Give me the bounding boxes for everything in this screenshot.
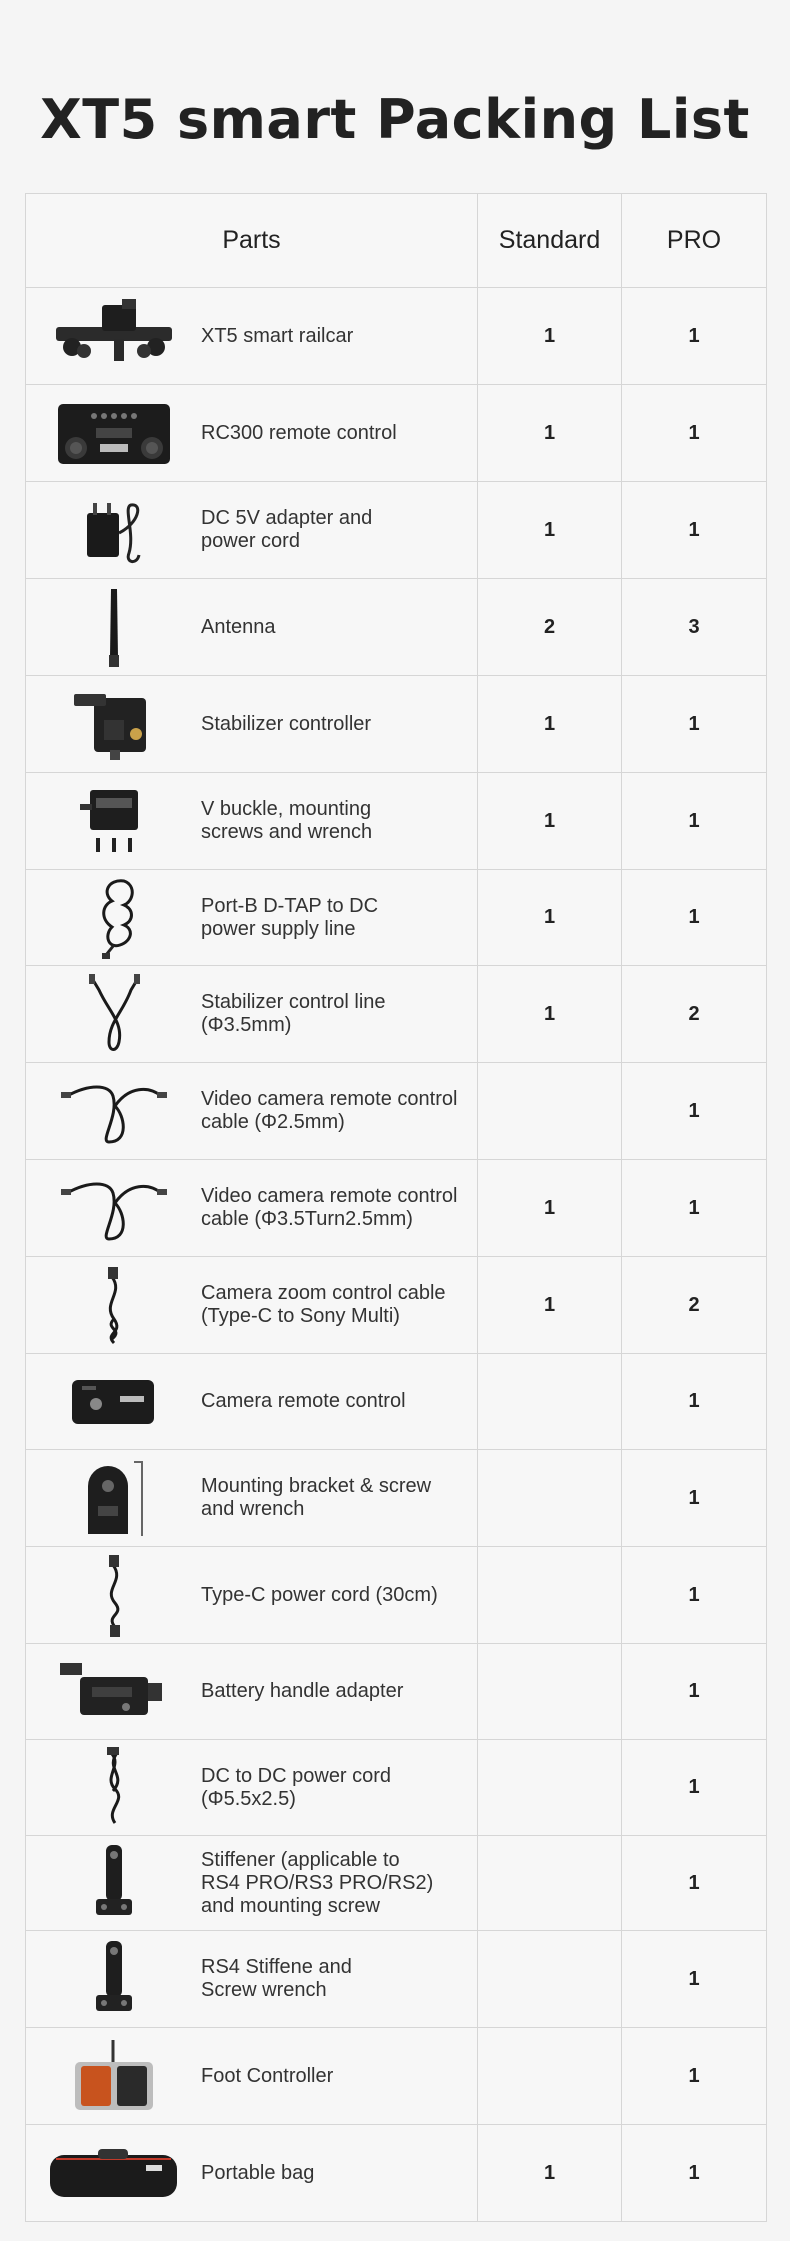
part-cell: [26, 870, 478, 966]
part-name: DC 5V adapter and power cord: [201, 507, 373, 552]
standard-qty: [478, 1931, 622, 2028]
cable-loop-icon: [26, 1173, 201, 1243]
stiffener-icon: [26, 1841, 201, 1926]
bag-icon: [26, 2143, 201, 2203]
part-name: Camera zoom control cable (Type-C to Sony Multi): [201, 1282, 446, 1327]
part-name: Stiffener (applicable to RS4 PRO/RS3 PRO/RS2) and mounting screw: [201, 1848, 434, 1917]
part-name: Foot Controller: [201, 2064, 334, 2087]
standard-qty: 1: [478, 1160, 622, 1257]
pro-qty: 1: [622, 1063, 767, 1160]
part-cell: [26, 288, 478, 385]
part-cell: [26, 1160, 478, 1257]
pro-qty: 1: [622, 773, 767, 870]
table-row: [26, 2028, 767, 2125]
pro-qty: 1: [622, 1836, 767, 1931]
table-row: [26, 482, 767, 579]
part-cell: [26, 966, 478, 1063]
pro-qty: 1: [622, 870, 767, 966]
standard-qty: 1: [478, 2125, 622, 2222]
standard-qty: 1: [478, 870, 622, 966]
part-cell: [26, 1547, 478, 1644]
standard-qty: 1: [478, 966, 622, 1063]
standard-qty: 1: [478, 385, 622, 482]
standard-qty: 1: [478, 288, 622, 385]
audio-cable-icon: [26, 972, 201, 1057]
part-cell: [26, 579, 478, 676]
standard-qty: [478, 1740, 622, 1836]
part-name: Video camera remote control cable (Φ3.5Turn2.5mm): [201, 1185, 458, 1230]
pro-qty: 2: [622, 1257, 767, 1354]
pro-qty: 1: [622, 1354, 767, 1450]
table-row: [26, 676, 767, 773]
dc-cord-icon: [26, 1745, 201, 1830]
table-row: [26, 2125, 767, 2222]
pro-qty: 1: [622, 1450, 767, 1547]
part-cell: [26, 1450, 478, 1547]
table-row: [26, 288, 767, 385]
pro-qty: 1: [622, 1740, 767, 1836]
pro-qty: 1: [622, 1547, 767, 1644]
part-cell: [26, 1354, 478, 1450]
pro-qty: 2: [622, 966, 767, 1063]
part-cell: [26, 1644, 478, 1740]
table-row: [26, 1450, 767, 1547]
foot-controller-icon: [26, 2036, 201, 2116]
table-header-row: [26, 194, 767, 288]
table-row: [26, 1740, 767, 1836]
standard-qty: 1: [478, 773, 622, 870]
remote-control-icon: [26, 398, 201, 468]
page-title: XT5 smart Packing List: [40, 88, 750, 151]
pro-qty: 1: [622, 1644, 767, 1740]
standard-qty: [478, 1644, 622, 1740]
usb-cable-icon: [26, 1263, 201, 1348]
table-row: [26, 1547, 767, 1644]
v-buckle-icon: [26, 784, 201, 859]
mounting-bracket-icon: [26, 1456, 201, 1541]
pro-qty: 1: [622, 676, 767, 773]
standard-qty: 1: [478, 482, 622, 579]
part-name: Camera remote control: [201, 1390, 406, 1412]
part-cell: [26, 676, 478, 773]
stabilizer-controller-icon: [26, 684, 201, 764]
standard-qty: 2: [478, 579, 622, 676]
part-cell: [26, 773, 478, 870]
camera-remote-icon: [26, 1372, 201, 1432]
table-row: [26, 1354, 767, 1450]
part-name: Mounting bracket & screw and wrench: [201, 1475, 432, 1520]
part-name: Battery handle adapter: [201, 1680, 404, 1702]
part-cell: [26, 1836, 478, 1931]
standard-qty: [478, 1354, 622, 1450]
table-row: [26, 1257, 767, 1354]
pro-qty: 1: [622, 1931, 767, 2028]
pro-qty: 1: [622, 2028, 767, 2125]
standard-qty: [478, 1836, 622, 1931]
part-name: Portable bag: [201, 2161, 315, 2184]
pro-qty: 1: [622, 482, 767, 579]
table-row: [26, 966, 767, 1063]
part-name: Video camera remote control cable (Φ2.5mm): [201, 1088, 458, 1133]
part-cell: [26, 385, 478, 482]
railcar-icon: [26, 299, 201, 374]
power-adapter-icon: [26, 493, 201, 568]
part-name: Stabilizer controller: [201, 712, 372, 735]
coiled-cable-icon: [26, 875, 201, 960]
part-name: XT5 smart railcar: [201, 324, 354, 347]
pro-qty: 1: [622, 385, 767, 482]
stiffener-icon: [26, 1937, 201, 2022]
part-name: DC to DC power cord (Φ5.5x2.5): [201, 1764, 392, 1810]
part-name: Type-C power cord (30cm): [201, 1583, 438, 1606]
packing-table: [25, 193, 767, 2222]
header-standard: Standard: [478, 194, 622, 288]
cable-loop-icon: [26, 1076, 201, 1146]
part-cell: [26, 1931, 478, 2028]
standard-qty: 1: [478, 1257, 622, 1354]
pro-qty: 1: [622, 1160, 767, 1257]
standard-qty: 1: [478, 676, 622, 773]
table-row: [26, 1836, 767, 1931]
table-row: [26, 773, 767, 870]
table-row: [26, 1644, 767, 1740]
standard-qty: [478, 2028, 622, 2125]
part-cell: [26, 482, 478, 579]
part-name: V buckle, mounting screws and wrench: [201, 798, 373, 843]
part-name: Stabilizer control line (Φ3.5mm): [201, 991, 386, 1036]
pro-qty: 1: [622, 2125, 767, 2222]
type-c-cord-icon: [26, 1553, 201, 1638]
battery-handle-icon: [26, 1659, 201, 1724]
table-row: [26, 579, 767, 676]
header-parts: Parts: [26, 194, 478, 288]
table-row: [26, 870, 767, 966]
standard-qty: [478, 1063, 622, 1160]
pro-qty: 1: [622, 288, 767, 385]
part-cell: [26, 1257, 478, 1354]
part-cell: [26, 2028, 478, 2125]
table-row: [26, 1931, 767, 2028]
standard-qty: [478, 1450, 622, 1547]
standard-qty: [478, 1547, 622, 1644]
part-cell: [26, 1063, 478, 1160]
antenna-icon: [26, 585, 201, 670]
table-row: [26, 385, 767, 482]
part-name: Antenna: [201, 615, 276, 638]
part-name: RC300 remote control: [201, 421, 397, 444]
part-name: Port-B D-TAP to DC power supply line: [201, 894, 379, 940]
part-name: RS4 Stiffene and Screw wrench: [201, 1956, 352, 2001]
table-row: [26, 1160, 767, 1257]
pro-qty: 3: [622, 579, 767, 676]
header-pro: PRO: [622, 194, 767, 288]
table-row: [26, 1063, 767, 1160]
part-cell: [26, 1740, 478, 1836]
part-cell: [26, 2125, 478, 2222]
